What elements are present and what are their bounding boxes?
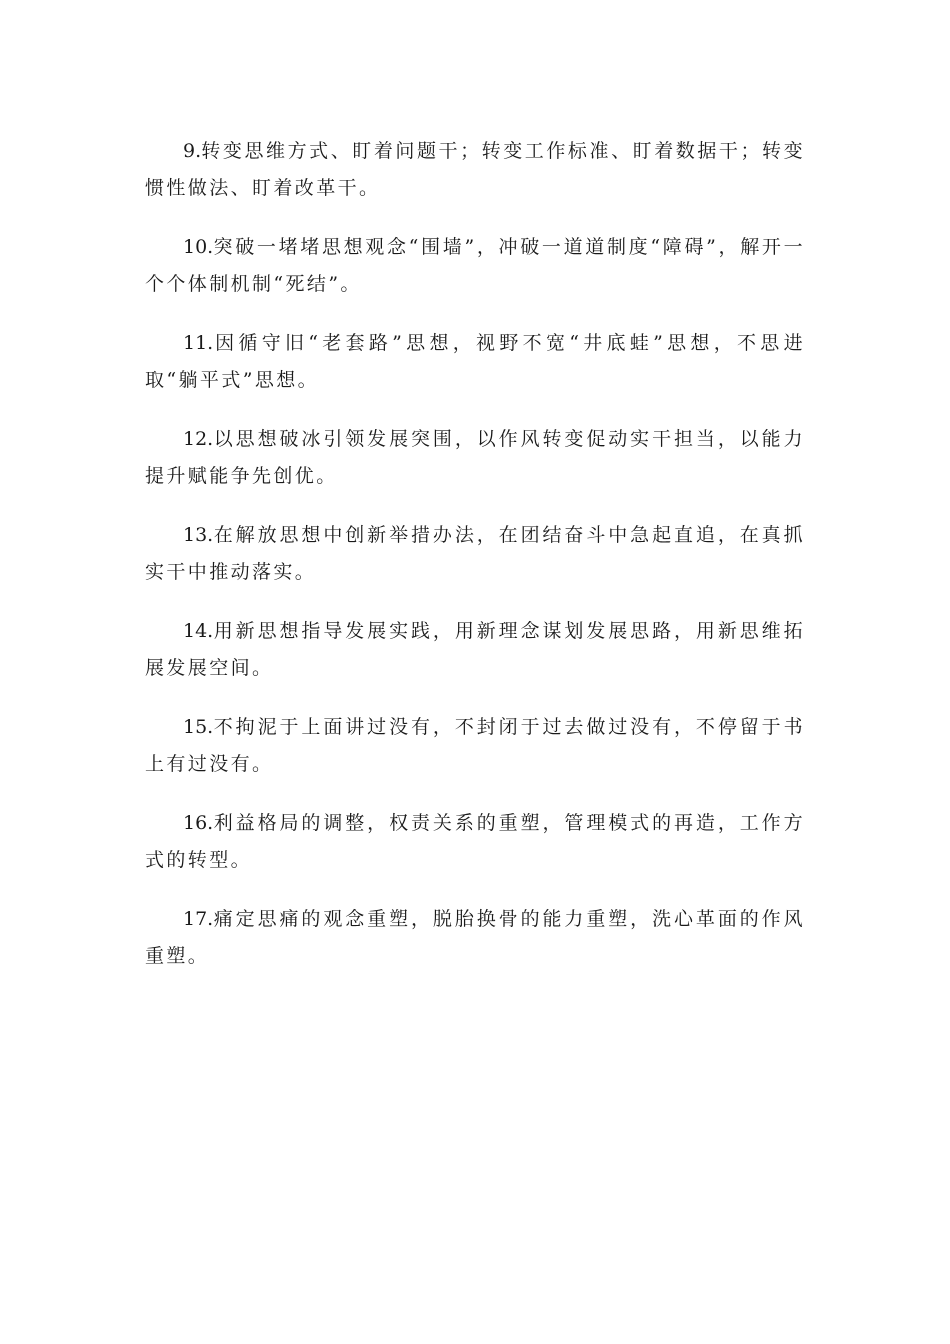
paragraph-text: 利益格局的调整，权责关系的重塑，管理模式的再造，工作方式的转型。 [145,812,805,871]
paragraph-text: 在解放思想中创新举措办法，在团结奋斗中急起直追，在真抓实干中推动落实。 [145,524,805,583]
paragraph-number: 13. [183,524,214,546]
document-body [145,133,805,997]
paragraph-9 [145,133,805,207]
paragraph-16 [145,805,805,879]
paragraph-text: 痛定思痛的观念重塑，脱胎换骨的能力重塑，洗心革面的作风重塑。 [145,908,805,967]
paragraph-text: 转变思维方式、盯着问题干；转变工作标准、盯着数据干；转变惯性做法、盯着改革干。 [145,140,805,199]
paragraph-text: 不拘泥于上面讲过没有，不封闭于过去做过没有，不停留于书上有过没有。 [145,716,805,775]
paragraph-text: 突破一堵堵思想观念“围墙”，冲破一道道制度“障碍”，解开一个个体制机制“死结”。 [145,236,805,295]
paragraph-number: 12. [183,428,214,450]
paragraph-text: 因循守旧“老套路”思想，视野不宽“井底蛙”思想，不思进取“躺平式”思想。 [145,332,805,391]
paragraph-number: 10. [183,236,214,258]
paragraph-15 [145,709,805,783]
paragraph-number: 11. [183,332,214,354]
paragraph-number: 14. [183,620,214,642]
paragraph-12 [145,421,805,495]
paragraph-17 [145,901,805,975]
paragraph-10 [145,229,805,303]
paragraph-text: 以思想破冰引领发展突围，以作风转变促动实干担当，以能力提升赋能争先创优。 [145,428,805,487]
paragraph-number: 9. [183,140,202,162]
paragraph-text: 用新思想指导发展实践，用新理念谋划发展思路，用新思维拓展发展空间。 [145,620,805,679]
paragraph-number: 17. [183,908,214,930]
paragraph-13 [145,517,805,591]
paragraph-number: 15. [183,716,214,738]
paragraph-14 [145,613,805,687]
paragraph-number: 16. [183,812,214,834]
paragraph-11 [145,325,805,399]
